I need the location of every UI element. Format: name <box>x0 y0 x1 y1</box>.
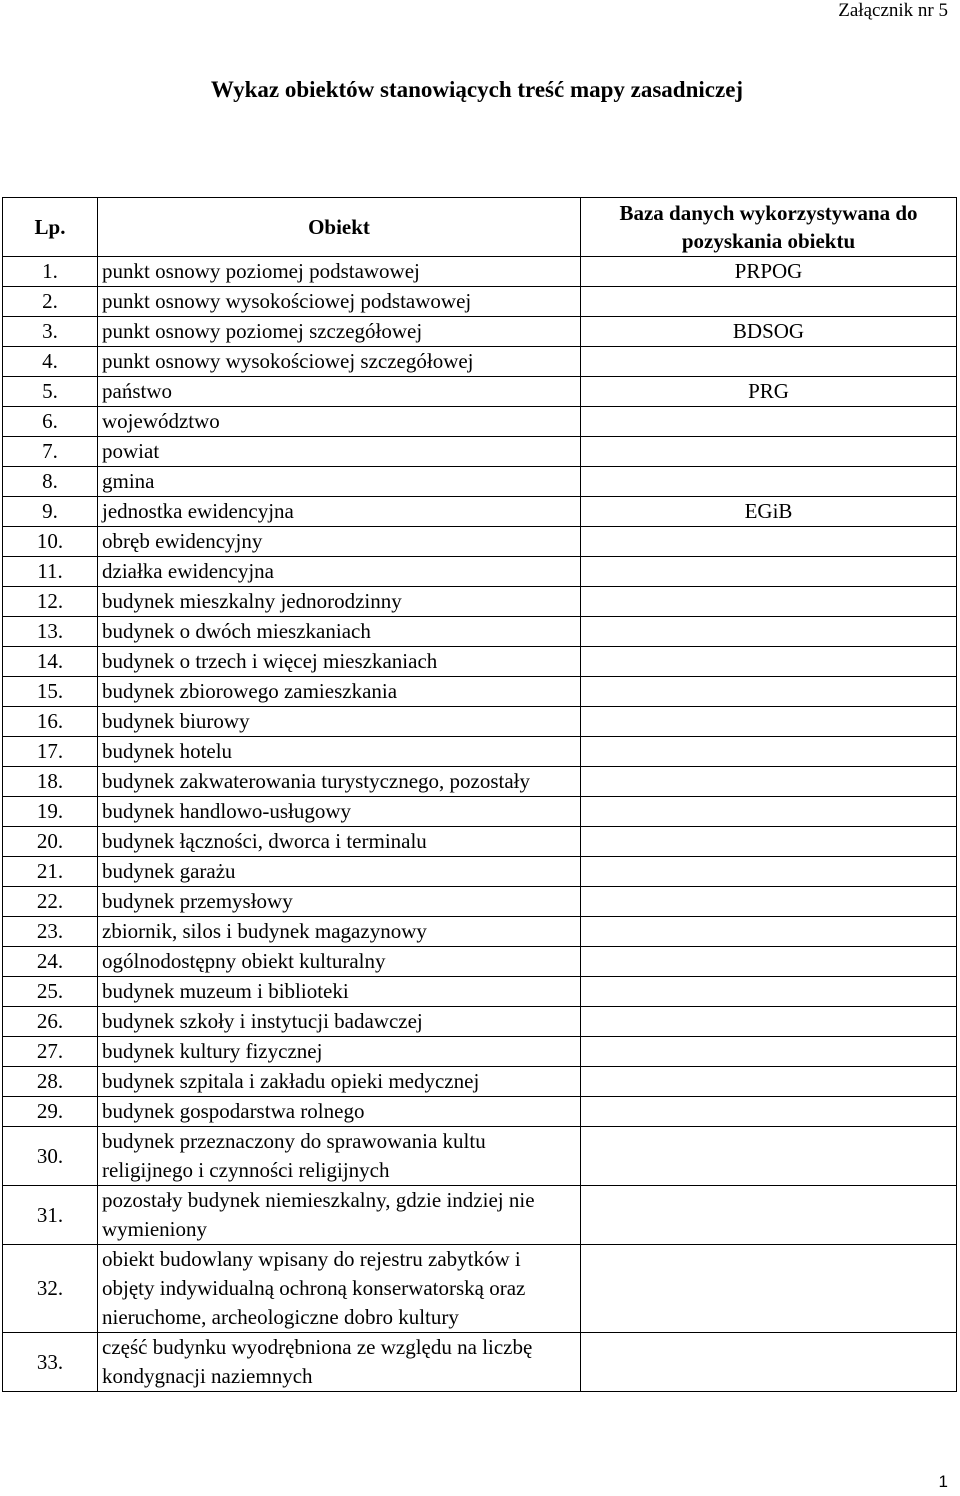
object-name: budynek przemysłowy <box>98 887 581 917</box>
row-number: 33. <box>3 1333 98 1392</box>
row-number: 29. <box>3 1097 98 1127</box>
object-name: obiekt budowlany wpisany do rejestru zabytków i objęty indywidualną ochroną konserwatorską oraz nieruchome, archeologiczne dobro kultury <box>98 1245 581 1333</box>
table-row <box>3 287 957 317</box>
table-row <box>3 767 957 797</box>
attachment-label: Załącznik nr 5 <box>838 0 948 21</box>
database-source <box>581 587 957 617</box>
object-name: działka ewidencyjna <box>98 557 581 587</box>
row-number: 2. <box>3 287 98 317</box>
object-name: budynek hotelu <box>98 737 581 767</box>
row-number: 10. <box>3 527 98 557</box>
database-source <box>581 827 957 857</box>
column-header-lp: Lp. <box>3 198 98 257</box>
table-row <box>3 617 957 647</box>
database-source: PRG <box>581 377 957 407</box>
table-row <box>3 827 957 857</box>
database-source <box>581 737 957 767</box>
database-source <box>581 647 957 677</box>
row-number: 22. <box>3 887 98 917</box>
database-source <box>581 1127 957 1186</box>
row-number: 6. <box>3 407 98 437</box>
table-row <box>3 977 957 1007</box>
object-name: budynek garażu <box>98 857 581 887</box>
database-source <box>581 1097 957 1127</box>
database-source <box>581 707 957 737</box>
column-header-database: Baza danych wykorzystywana do pozyskania obiektu <box>581 198 957 257</box>
document-title: Wykaz obiektów stanowiących treść mapy zasadniczej <box>210 77 744 102</box>
database-source <box>581 1245 957 1333</box>
table-header-row <box>3 198 957 257</box>
database-source <box>581 1037 957 1067</box>
row-number: 19. <box>3 797 98 827</box>
row-number: 21. <box>3 857 98 887</box>
row-number: 9. <box>3 497 98 527</box>
object-name: budynek zbiorowego zamieszkania <box>98 677 581 707</box>
row-number: 32. <box>3 1245 98 1333</box>
table-row <box>3 347 957 377</box>
row-number: 14. <box>3 647 98 677</box>
table-row <box>3 887 957 917</box>
table-row <box>3 467 957 497</box>
table-row <box>3 1097 957 1127</box>
database-source <box>581 287 957 317</box>
database-source <box>581 947 957 977</box>
object-name: budynek zakwaterowania turystycznego, pozostały <box>98 767 581 797</box>
row-number: 3. <box>3 317 98 347</box>
object-name: punkt osnowy poziomej szczegółowej <box>98 317 581 347</box>
database-source <box>581 767 957 797</box>
table-row <box>3 437 957 467</box>
row-number: 12. <box>3 587 98 617</box>
table-row <box>3 1067 957 1097</box>
database-source <box>581 557 957 587</box>
object-name: budynek przeznaczony do sprawowania kultu religijnego i czynności religijnych <box>98 1127 581 1186</box>
table-row <box>3 1333 957 1392</box>
row-number: 8. <box>3 467 98 497</box>
object-name: budynek muzeum i biblioteki <box>98 977 581 1007</box>
database-source: BDSOG <box>581 317 957 347</box>
table-row <box>3 317 957 347</box>
database-source <box>581 857 957 887</box>
database-source <box>581 1333 957 1392</box>
database-source <box>581 467 957 497</box>
database-source <box>581 917 957 947</box>
row-number: 31. <box>3 1186 98 1245</box>
database-source <box>581 527 957 557</box>
row-number: 4. <box>3 347 98 377</box>
object-name: część budynku wyodrębniona ze względu na liczbę kondygnacji naziemnych <box>98 1333 581 1392</box>
row-number: 5. <box>3 377 98 407</box>
table-row <box>3 557 957 587</box>
table-row <box>3 647 957 677</box>
object-name: budynek szpitala i zakładu opieki medycznej <box>98 1067 581 1097</box>
object-name: pozostały budynek niemieszkalny, gdzie indziej nie wymieniony <box>98 1186 581 1245</box>
database-source: PRPOG <box>581 257 957 287</box>
object-name: gmina <box>98 467 581 497</box>
table-row <box>3 797 957 827</box>
row-number: 17. <box>3 737 98 767</box>
page-number: 1 <box>938 1472 948 1491</box>
database-source <box>581 797 957 827</box>
table-row <box>3 1186 957 1245</box>
object-name: powiat <box>98 437 581 467</box>
object-name: budynek o dwóch mieszkaniach <box>98 617 581 647</box>
object-name: punkt osnowy poziomej podstawowej <box>98 257 581 287</box>
table-row <box>3 857 957 887</box>
row-number: 30. <box>3 1127 98 1186</box>
database-source <box>581 1067 957 1097</box>
table-row <box>3 707 957 737</box>
table-row <box>3 947 957 977</box>
row-number: 11. <box>3 557 98 587</box>
row-number: 7. <box>3 437 98 467</box>
database-source <box>581 617 957 647</box>
object-name: zbiornik, silos i budynek magazynowy <box>98 917 581 947</box>
object-name: budynek biurowy <box>98 707 581 737</box>
table-row <box>3 1037 957 1067</box>
row-number: 24. <box>3 947 98 977</box>
table-row <box>3 257 957 287</box>
object-name: budynek szkoły i instytucji badawczej <box>98 1007 581 1037</box>
database-source <box>581 887 957 917</box>
table-row <box>3 677 957 707</box>
row-number: 16. <box>3 707 98 737</box>
table-row <box>3 1007 957 1037</box>
object-name: ogólnodostępny obiekt kulturalny <box>98 947 581 977</box>
row-number: 26. <box>3 1007 98 1037</box>
database-source <box>581 1186 957 1245</box>
object-name: obręb ewidencyjny <box>98 527 581 557</box>
row-number: 28. <box>3 1067 98 1097</box>
row-number: 1. <box>3 257 98 287</box>
database-source <box>581 977 957 1007</box>
object-name: państwo <box>98 377 581 407</box>
table-row <box>3 377 957 407</box>
database-source <box>581 677 957 707</box>
table-body <box>3 257 957 1392</box>
row-number: 18. <box>3 767 98 797</box>
database-source: EGiB <box>581 497 957 527</box>
table-row <box>3 407 957 437</box>
column-header-object: Obiekt <box>98 198 581 257</box>
row-number: 20. <box>3 827 98 857</box>
object-name: budynek łączności, dworca i terminalu <box>98 827 581 857</box>
row-number: 23. <box>3 917 98 947</box>
objects-table <box>2 197 957 1392</box>
object-name: jednostka ewidencyjna <box>98 497 581 527</box>
table-row <box>3 1245 957 1333</box>
table-row <box>3 737 957 767</box>
table-row <box>3 587 957 617</box>
object-name: punkt osnowy wysokościowej podstawowej <box>98 287 581 317</box>
row-number: 25. <box>3 977 98 1007</box>
table-row <box>3 527 957 557</box>
object-name: budynek gospodarstwa rolnego <box>98 1097 581 1127</box>
row-number: 13. <box>3 617 98 647</box>
database-source <box>581 1007 957 1037</box>
database-source <box>581 407 957 437</box>
object-name: województwo <box>98 407 581 437</box>
row-number: 27. <box>3 1037 98 1067</box>
table-row <box>3 917 957 947</box>
table-row <box>3 497 957 527</box>
database-source <box>581 347 957 377</box>
row-number: 15. <box>3 677 98 707</box>
object-name: punkt osnowy wysokościowej szczegółowej <box>98 347 581 377</box>
object-name: budynek handlowo-usługowy <box>98 797 581 827</box>
object-name: budynek mieszkalny jednorodzinny <box>98 587 581 617</box>
object-name: budynek o trzech i więcej mieszkaniach <box>98 647 581 677</box>
database-source <box>581 437 957 467</box>
table-row <box>3 1127 957 1186</box>
object-name: budynek kultury fizycznej <box>98 1037 581 1067</box>
